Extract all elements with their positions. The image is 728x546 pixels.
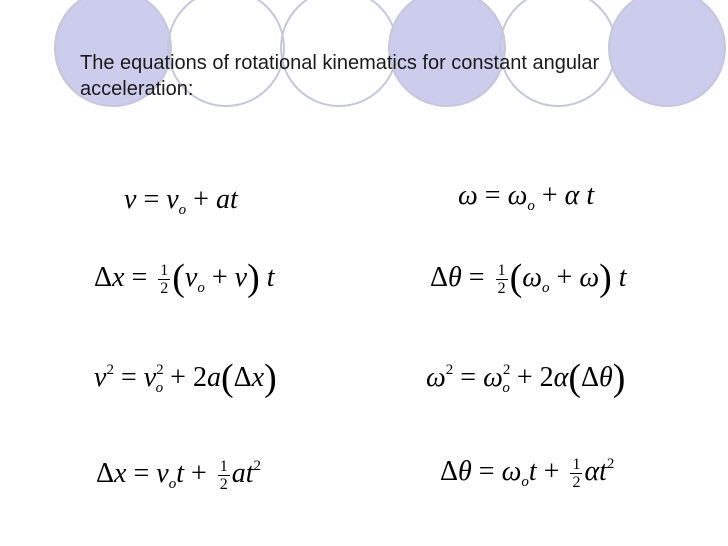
equation-delta-x-accel: $\Delta x = v_ot$ + $\frac{1}{2}$ $at^2$ [96,458,262,494]
equation-delta-theta-average: Δθ = $\frac{1}{2}$ $(\omega_o + \omega)$ t [430,257,627,299]
equation-delta-x-average: Δx = $\frac{1}{2}$ $(v_o + v)$ t [94,257,275,299]
equation-delta-theta-accel: $\Delta\theta = \omega_ot$ + $\frac{1}{2}$ $\alpha t^2$ [440,456,615,492]
equation-omega-squared: $\omega^2 = \omega^2_o + 2\alpha(\Delta\theta)$ [426,357,626,399]
slide-title: The equations of rotational kinematics for constant angular acceleration: [80,52,600,100]
equation-omega: $\omega = \omega_o + \alpha$ t [458,180,595,214]
equation-v-squared: $v^2 = v^2_o + 2a(\Delta x)$ [94,357,277,399]
equation-v: $v = v_o$ + at [124,184,238,218]
